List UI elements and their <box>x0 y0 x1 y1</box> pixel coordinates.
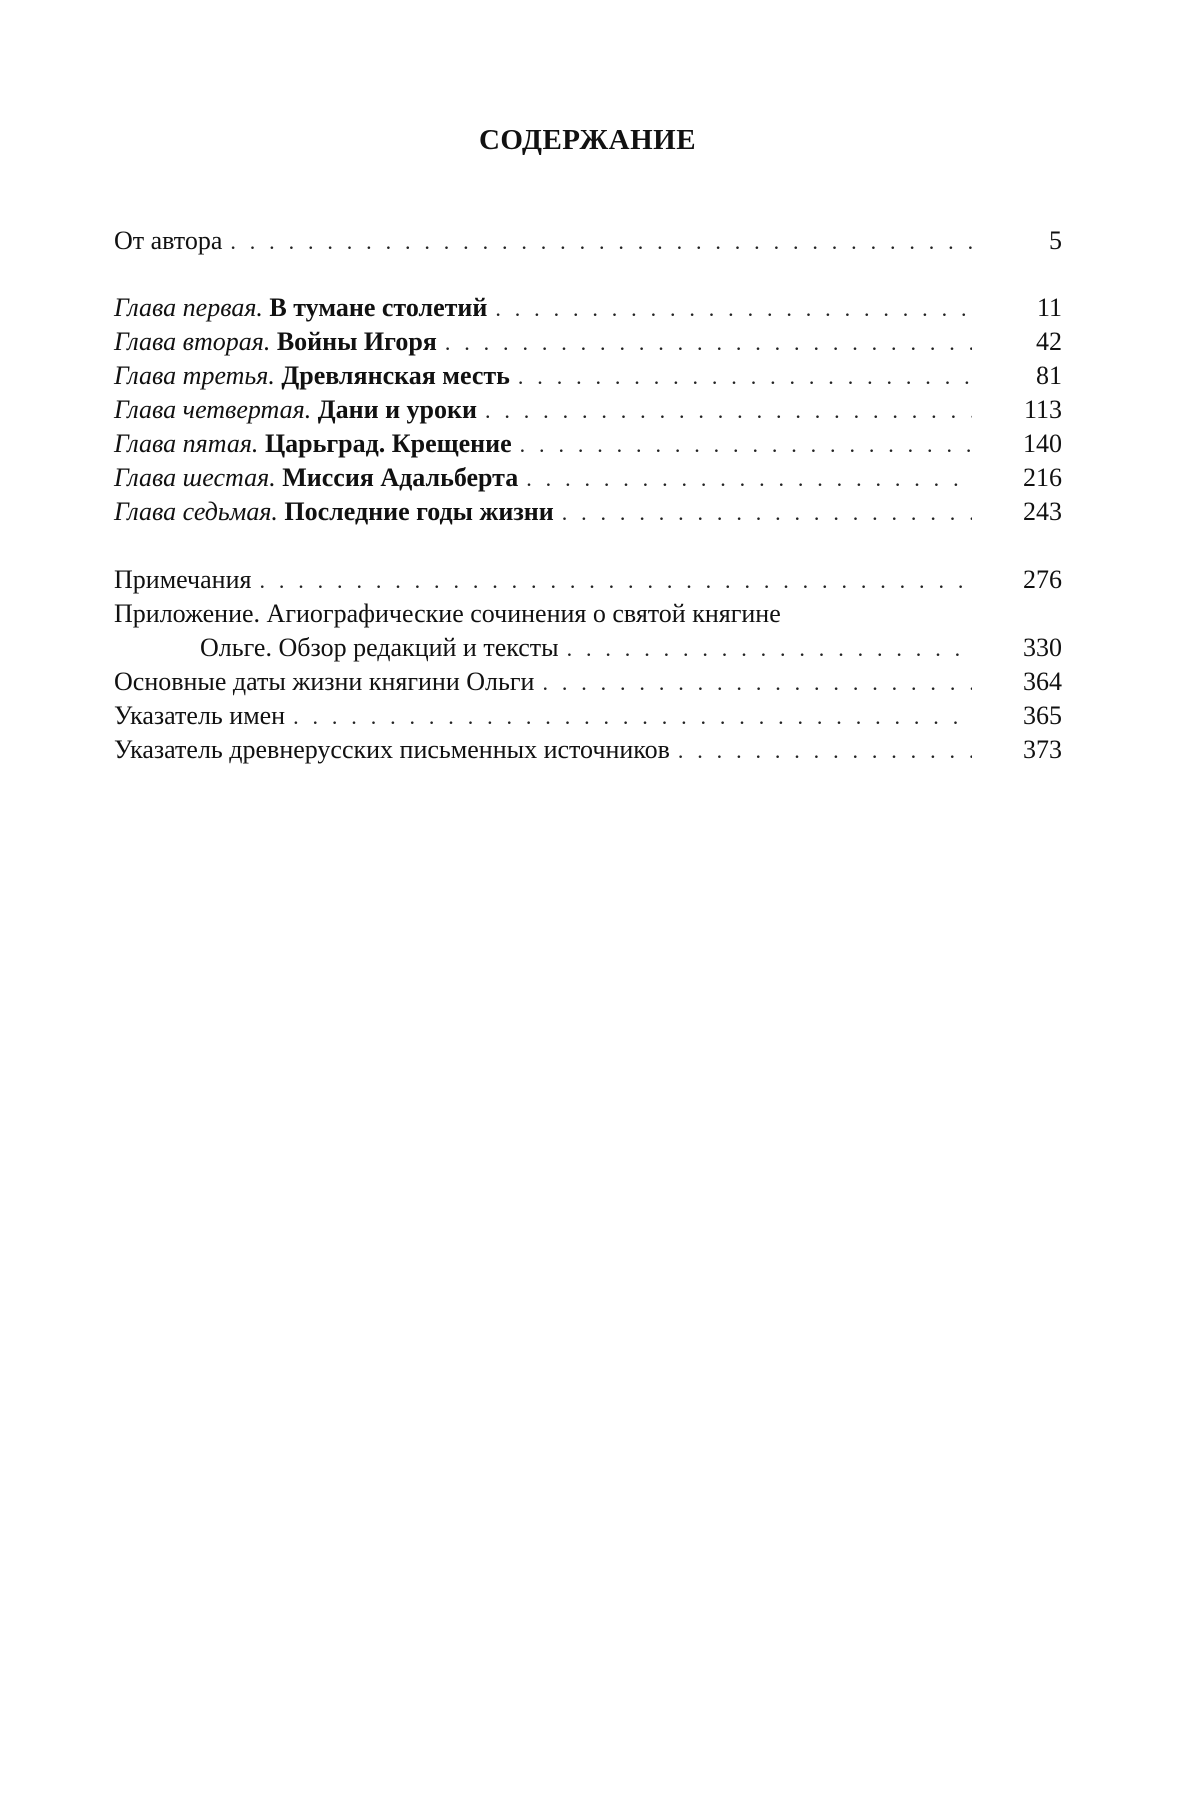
leader-dots <box>293 700 972 734</box>
toc-page-number: 140 <box>1023 429 1062 458</box>
toc-page-number: 330 <box>1023 633 1062 662</box>
chapter-title: Дани и уроки <box>317 395 477 424</box>
chapter-prefix: Глава седьмая. <box>114 497 278 526</box>
leader-dots <box>562 496 972 530</box>
leader-dots <box>259 564 972 598</box>
toc-entry-label: Приложение. Агиографические сочинения о святой княгине <box>114 599 781 628</box>
leader-dots <box>526 462 972 496</box>
toc-page-number: 11 <box>1036 293 1062 322</box>
toc-entry-label: Основные даты жизни княгини Ольги <box>114 665 542 699</box>
toc-entry-chapter-4[interactable] <box>114 393 1062 427</box>
toc-chapters-section <box>114 291 1062 529</box>
toc-entry-appendix-line2[interactable] <box>114 631 1062 665</box>
chapter-title: Войны Игоря <box>276 327 437 356</box>
chapter-prefix: Глава пятая. <box>114 429 259 458</box>
toc-entry-notes[interactable] <box>114 563 1062 597</box>
leader-dots <box>678 734 972 768</box>
toc-entry-label: Указатель имен <box>114 699 293 733</box>
toc-page-number: 365 <box>1023 701 1062 730</box>
chapter-title: Миссия Адальберта <box>282 463 519 492</box>
toc-intro-section <box>114 224 1062 258</box>
toc-entry-label: Примечания <box>114 563 259 597</box>
toc-entry-sources-index[interactable] <box>114 733 1062 767</box>
chapter-title: В тумане столетий <box>269 293 488 322</box>
leader-dots <box>485 394 972 428</box>
toc-page-number: 113 <box>1023 395 1062 424</box>
toc-entry-label: От автора <box>114 224 230 258</box>
toc-entry-dates[interactable] <box>114 665 1062 699</box>
toc-entry-chapter-6[interactable] <box>114 461 1062 495</box>
chapter-prefix: Глава четвертая. <box>114 395 312 424</box>
toc-entry-label: Указатель древнерусских письменных источников <box>114 733 678 767</box>
toc-page-number: 373 <box>1023 735 1062 764</box>
leader-dots <box>520 428 972 462</box>
leader-dots <box>445 326 972 360</box>
leader-dots <box>567 632 972 666</box>
toc-entry-chapter-1[interactable] <box>114 291 1062 325</box>
toc-page-number: 276 <box>1023 565 1062 594</box>
chapter-title: Царьград. Крещение <box>264 429 512 458</box>
toc-page-number: 364 <box>1023 667 1062 696</box>
chapter-prefix: Глава третья. <box>114 361 275 390</box>
toc-back-matter-section <box>114 563 1062 767</box>
chapter-title: Древлянская месть <box>281 361 510 390</box>
chapter-prefix: Глава шестая. <box>114 463 276 492</box>
chapter-title: Последние годы жизни <box>284 497 554 526</box>
leader-dots <box>518 360 972 394</box>
chapter-prefix: Глава первая. <box>114 293 263 322</box>
chapter-prefix: Глава вторая. <box>114 327 271 356</box>
leader-dots <box>230 225 972 259</box>
toc-page-number: 81 <box>1036 361 1062 390</box>
leader-dots <box>495 292 972 326</box>
toc-entry-label: Ольге. Обзор редакций и тексты <box>114 631 567 665</box>
toc-page-number: 216 <box>1023 463 1062 492</box>
toc-page-number: 5 <box>1049 226 1062 255</box>
leader-dots <box>542 666 972 700</box>
toc-entry-chapter-7[interactable] <box>114 495 1062 529</box>
toc-entry-names-index[interactable] <box>114 699 1062 733</box>
page-title: СОДЕРЖАНИЕ <box>478 124 697 156</box>
toc-page-number: 42 <box>1036 327 1062 356</box>
toc-entry-chapter-3[interactable] <box>114 359 1062 393</box>
toc-entry-appendix-line1[interactable] <box>114 597 1062 631</box>
toc-entry-chapter-2[interactable] <box>114 325 1062 359</box>
toc-entry-chapter-5[interactable] <box>114 427 1062 461</box>
toc-page-number: 243 <box>1023 497 1062 526</box>
toc-entry-intro[interactable] <box>114 224 1062 258</box>
